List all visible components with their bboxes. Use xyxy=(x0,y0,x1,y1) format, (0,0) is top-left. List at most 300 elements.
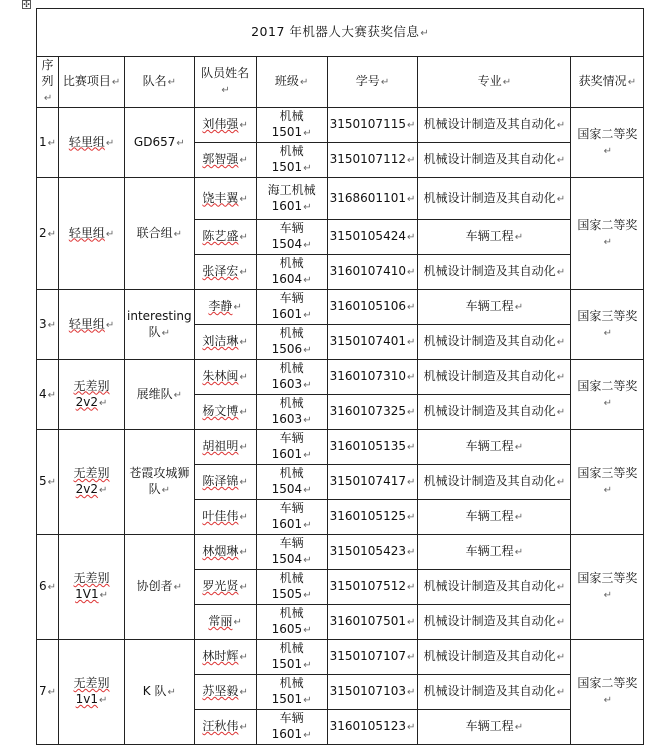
cell-end-marker: ↵ xyxy=(239,407,248,418)
cell-end-marker: ↵ xyxy=(556,477,566,488)
cell-class-text: 车辆 1504 xyxy=(271,221,304,251)
cell-award[interactable] xyxy=(571,640,644,745)
cell-member-name-text: 陈泽锦 xyxy=(202,474,239,488)
cell-member-name[interactable] xyxy=(194,430,256,465)
cell-team-text: 苍霞攻城狮队 xyxy=(129,466,190,496)
cell-team[interactable] xyxy=(125,430,195,535)
cell-class[interactable] xyxy=(256,255,327,290)
cell-member-name[interactable] xyxy=(194,395,256,430)
cell-end-marker: ↵ xyxy=(556,155,566,166)
cell-end-marker: ↵ xyxy=(406,442,416,453)
table-row xyxy=(37,430,644,465)
cell-major-text: 机械设计制造及其自动化 xyxy=(423,404,556,418)
cell-major[interactable] xyxy=(418,108,571,143)
cell-class-text: 车辆 1601 xyxy=(271,431,304,461)
cell-class[interactable] xyxy=(256,325,327,360)
cell-end-marker: ↵ xyxy=(514,232,524,243)
cell-class-text: 机械 1501 xyxy=(271,109,304,139)
cell-end-marker: ↵ xyxy=(233,617,242,628)
cell-member-name[interactable] xyxy=(194,143,256,178)
cell-seq-text: 6 xyxy=(39,579,47,593)
cell-class[interactable] xyxy=(256,500,327,535)
cell-team[interactable] xyxy=(125,178,195,290)
cell-end-marker: ↵ xyxy=(406,267,416,278)
cell-class-text: 机械 1506 xyxy=(271,326,304,356)
cell-class-text: 机械 1501 xyxy=(271,676,304,706)
cell-member-name[interactable] xyxy=(194,675,256,710)
cell-major[interactable] xyxy=(418,675,571,710)
cell-end-marker: ↵ xyxy=(47,319,57,331)
cell-class[interactable] xyxy=(256,570,327,605)
cell-end-marker: ↵ xyxy=(556,407,566,418)
cell-team[interactable] xyxy=(125,535,195,640)
cell-seq[interactable] xyxy=(37,640,59,745)
cell-end-marker: ↵ xyxy=(406,155,416,166)
cell-major-text: 车辆工程 xyxy=(465,229,514,243)
cell-class-text: 机械 1501 xyxy=(271,144,304,174)
cell-end-marker: ↵ xyxy=(303,163,312,174)
cell-student-id-text: 3150107115 xyxy=(329,117,406,131)
cell-end-marker: ↵ xyxy=(239,120,248,131)
cell-major[interactable] xyxy=(418,465,571,500)
cell-major-text: 车辆工程 xyxy=(465,509,514,523)
cell-student-id[interactable] xyxy=(327,675,418,710)
cell-student-id-text: 3150107401 xyxy=(329,334,406,348)
cell-end-marker: ↵ xyxy=(556,337,566,348)
cell-major[interactable] xyxy=(418,255,571,290)
cell-award[interactable] xyxy=(571,360,644,430)
cell-major-text: 机械设计制造及其自动化 xyxy=(423,264,556,278)
cell-student-id[interactable] xyxy=(327,535,418,570)
cell-end-marker: ↵ xyxy=(239,267,248,278)
cell-class-text: 车辆 1601 xyxy=(271,501,304,531)
cell-student-id[interactable] xyxy=(327,220,418,255)
cell-end-marker: ↵ xyxy=(47,137,57,149)
cell-class-text: 机械 1603 xyxy=(271,396,304,426)
table-row xyxy=(37,640,644,675)
cell-end-marker: ↵ xyxy=(603,145,613,157)
cell-major-text: 机械设计制造及其自动化 xyxy=(423,190,556,205)
cell-end-marker: ↵ xyxy=(233,302,242,313)
cell-member-name[interactable] xyxy=(194,535,256,570)
cell-member-name[interactable] xyxy=(194,605,256,640)
cell-student-id[interactable] xyxy=(327,325,418,360)
cell-end-marker: ↵ xyxy=(556,687,566,698)
cell-student-id-text: 3160107501 xyxy=(329,614,406,628)
header-class[interactable]: 班级↵ xyxy=(256,57,327,108)
cell-student-id-text: 3160105106 xyxy=(329,299,406,313)
cell-seq[interactable] xyxy=(37,360,59,430)
cell-end-marker: ↵ xyxy=(161,327,171,339)
cell-end-marker: ↵ xyxy=(239,547,248,558)
cell-end-marker: ↵ xyxy=(99,695,108,706)
header-member[interactable]: 队员姓名↵ xyxy=(194,57,256,108)
cell-end-marker: ↵ xyxy=(303,625,312,636)
cell-end-marker: ↵ xyxy=(105,228,115,240)
cell-member-name[interactable] xyxy=(194,640,256,675)
cell-end-marker: ↵ xyxy=(303,660,312,671)
cell-major-text: 机械设计制造及其自动化 xyxy=(423,579,556,593)
cell-major[interactable] xyxy=(418,290,571,325)
cell-end-marker: ↵ xyxy=(47,477,57,488)
header-row xyxy=(37,57,644,108)
cell-end-marker: ↵ xyxy=(239,442,248,453)
cell-event-text: 无差别 1V1 xyxy=(73,571,110,601)
cell-seq[interactable] xyxy=(37,108,59,178)
cell-member-name-text: 饶丰翼 xyxy=(202,190,239,205)
cell-major[interactable] xyxy=(418,640,571,675)
cell-event[interactable] xyxy=(59,290,125,360)
cell-member-name[interactable] xyxy=(194,570,256,605)
cell-end-marker: ↵ xyxy=(556,582,566,593)
cell-class-text: 海工机械 1601 xyxy=(267,182,316,213)
header-team[interactable]: 队名↵ xyxy=(125,57,195,108)
cell-end-marker: ↵ xyxy=(406,652,416,663)
awards-table xyxy=(36,8,644,745)
cell-student-id-text: 3168601101 xyxy=(329,190,406,205)
cell-award[interactable] xyxy=(571,430,644,535)
cell-end-marker: ↵ xyxy=(161,485,171,496)
cell-seq[interactable] xyxy=(37,430,59,535)
cell-end-marker: ↵ xyxy=(239,512,248,523)
cell-end-marker: ↵ xyxy=(406,337,416,348)
cell-award-text: 国家二等奖 xyxy=(577,676,638,690)
cell-event-text: 轻里组 xyxy=(68,225,105,240)
cell-end-marker: ↵ xyxy=(603,236,613,248)
cell-end-marker: ↵ xyxy=(303,201,312,213)
cell-end-marker: ↵ xyxy=(173,228,183,240)
header-major[interactable]: 专业↵ xyxy=(418,57,571,108)
cell-seq-text: 3 xyxy=(39,316,47,331)
cell-class[interactable] xyxy=(256,360,327,395)
cell-end-marker: ↵ xyxy=(239,337,248,348)
cell-end-marker: ↵ xyxy=(603,590,613,601)
cell-class-text: 机械 1605 xyxy=(271,606,304,636)
cell-major-text: 机械设计制造及其自动化 xyxy=(423,334,556,348)
cell-award[interactable] xyxy=(571,178,644,290)
cell-class[interactable] xyxy=(256,535,327,570)
cell-team[interactable] xyxy=(125,360,195,430)
table-move-handle[interactable]: ✣ xyxy=(23,0,30,9)
cell-student-id[interactable] xyxy=(327,605,418,640)
cell-end-marker: ↵ xyxy=(556,193,566,205)
cell-end-marker: ↵ xyxy=(239,582,248,593)
cell-end-marker: ↵ xyxy=(514,442,524,453)
cell-class[interactable] xyxy=(256,465,327,500)
cell-end-marker: ↵ xyxy=(603,695,613,706)
cell-event[interactable] xyxy=(59,360,125,430)
cell-member-name[interactable] xyxy=(194,220,256,255)
cell-class-text: 机械 1505 xyxy=(271,571,304,601)
cell-student-id-text: 3150105424 xyxy=(329,229,406,243)
cell-class[interactable] xyxy=(256,220,327,255)
cell-major[interactable] xyxy=(418,325,571,360)
cell-end-marker: ↵ xyxy=(47,687,57,698)
cell-seq-text: 5 xyxy=(39,474,47,488)
cell-event-text: 无差别 1v1 xyxy=(73,676,110,706)
cell-major[interactable] xyxy=(418,500,571,535)
cell-member-name[interactable] xyxy=(194,325,256,360)
cell-end-marker: ↵ xyxy=(303,590,312,601)
cell-end-marker: ↵ xyxy=(406,687,416,698)
cell-end-marker: ↵ xyxy=(176,137,185,149)
cell-end-marker: ↵ xyxy=(603,397,613,409)
cell-student-id[interactable] xyxy=(327,430,418,465)
cell-team-text: GD657 xyxy=(133,134,176,149)
cell-end-marker: ↵ xyxy=(99,590,108,601)
cell-member-name[interactable] xyxy=(194,465,256,500)
cell-award[interactable] xyxy=(571,108,644,178)
cell-member-name[interactable] xyxy=(194,255,256,290)
cell-student-id[interactable] xyxy=(327,395,418,430)
table-row xyxy=(37,535,644,570)
cell-student-id[interactable] xyxy=(327,290,418,325)
cell-class-text: 机械 1603 xyxy=(271,361,304,391)
cell-student-id[interactable] xyxy=(327,108,418,143)
cell-end-marker: ↵ xyxy=(303,730,312,741)
cell-seq[interactable] xyxy=(37,290,59,360)
cell-award-text: 国家三等奖 xyxy=(577,466,638,480)
cell-member-name-text: 李静 xyxy=(208,299,233,313)
cell-student-id-text: 3160107325 xyxy=(329,404,406,418)
cell-major[interactable] xyxy=(418,360,571,395)
cell-student-id-text: 3150107112 xyxy=(329,152,406,166)
cell-end-marker: ↵ xyxy=(239,372,248,383)
cell-end-marker: ↵ xyxy=(105,319,115,331)
cell-student-id[interactable] xyxy=(327,360,418,395)
cell-student-id[interactable] xyxy=(327,465,418,500)
cell-member-name-text: 罗光贤 xyxy=(202,579,239,593)
cell-award-text: 国家二等奖 xyxy=(577,378,638,393)
cell-end-marker: ↵ xyxy=(303,415,312,426)
cell-end-marker: ↵ xyxy=(514,302,524,313)
cell-member-name-text: 刘洁琳 xyxy=(202,334,239,348)
cell-major-text: 车辆工程 xyxy=(465,719,514,733)
cell-member-name[interactable] xyxy=(194,178,256,220)
cell-end-marker: ↵ xyxy=(239,155,248,166)
cell-major-text: 机械设计制造及其自动化 xyxy=(423,684,556,698)
cell-student-id[interactable] xyxy=(327,500,418,535)
cell-event-text: 轻里组 xyxy=(68,134,105,149)
cell-seq-text: 2 xyxy=(39,225,47,240)
cell-major[interactable] xyxy=(418,605,571,640)
cell-major-text: 机械设计制造及其自动化 xyxy=(423,614,556,628)
cell-end-marker: ↵ xyxy=(303,520,312,531)
cell-end-marker: ↵ xyxy=(406,512,416,523)
cell-end-marker: ↵ xyxy=(556,267,566,278)
cell-member-name[interactable] xyxy=(194,108,256,143)
cell-major-text: 车辆工程 xyxy=(465,439,514,453)
cell-seq[interactable] xyxy=(37,535,59,640)
cell-member-name[interactable] xyxy=(194,710,256,745)
cell-major[interactable] xyxy=(418,220,571,255)
cell-end-marker: ↵ xyxy=(239,193,248,205)
cell-student-id[interactable] xyxy=(327,143,418,178)
cell-member-name-text: 常丽 xyxy=(208,614,233,628)
cell-team-text: 展维队 xyxy=(136,386,173,401)
cell-major[interactable] xyxy=(418,143,571,178)
cell-major[interactable] xyxy=(418,395,571,430)
cell-event-text: 无差别 2v2 xyxy=(73,378,110,409)
cell-class[interactable] xyxy=(256,710,327,745)
cell-end-marker: ↵ xyxy=(303,275,312,286)
table-row xyxy=(37,108,644,143)
cell-class-text: 车辆 1601 xyxy=(271,711,304,741)
cell-end-marker: ↵ xyxy=(514,722,524,733)
cell-end-marker: ↵ xyxy=(47,228,57,240)
header-student-id[interactable]: 学号↵ xyxy=(327,57,418,108)
cell-student-id-text: 3160107310 xyxy=(329,369,406,383)
cell-major[interactable] xyxy=(418,535,571,570)
cell-end-marker: ↵ xyxy=(47,582,57,593)
cell-end-marker: ↵ xyxy=(406,617,416,628)
table-title-text: 2017 年机器人大赛获奖信息 xyxy=(251,23,420,39)
header-award[interactable]: 获奖情况↵ xyxy=(571,57,644,108)
cell-event-text: 轻里组 xyxy=(68,316,105,331)
cell-seq-text: 7 xyxy=(39,684,47,698)
cell-class[interactable] xyxy=(256,178,327,220)
cell-end-marker: ↵ xyxy=(303,695,312,706)
cell-student-id[interactable] xyxy=(327,255,418,290)
cell-major[interactable] xyxy=(418,178,571,220)
cell-end-marker: ↵ xyxy=(239,722,248,733)
cell-end-marker: ↵ xyxy=(303,485,312,496)
cell-class[interactable] xyxy=(256,108,327,143)
cell-end-marker: ↵ xyxy=(603,327,613,339)
cell-award[interactable] xyxy=(571,290,644,360)
cell-end-marker: ↵ xyxy=(167,687,176,698)
cell-end-marker: ↵ xyxy=(406,232,416,243)
cell-end-marker: ↵ xyxy=(105,137,115,149)
cell-end-marker: ↵ xyxy=(173,582,183,593)
table-row xyxy=(37,360,644,395)
cell-major-text: 机械设计制造及其自动化 xyxy=(423,152,556,166)
cell-major-text: 车辆工程 xyxy=(465,544,514,558)
cell-member-name[interactable] xyxy=(194,360,256,395)
cell-seq-text: 1 xyxy=(39,134,47,149)
cell-student-id-text: 3160105123 xyxy=(329,719,406,733)
cell-major-text: 机械设计制造及其自动化 xyxy=(423,649,556,663)
cell-team-text: interesting 队 xyxy=(127,308,192,339)
cell-team[interactable] xyxy=(125,640,195,745)
cell-member-name-text: 汪秋伟 xyxy=(202,719,239,733)
cell-end-marker: ↵ xyxy=(303,555,312,566)
cell-student-id[interactable] xyxy=(327,640,418,675)
cell-student-id-text: 3150105423 xyxy=(329,544,406,558)
cell-award-text: 国家二等奖 xyxy=(577,217,638,232)
cell-class[interactable] xyxy=(256,605,327,640)
cell-event[interactable] xyxy=(59,430,125,535)
cell-member-name-text: 苏坚毅 xyxy=(202,684,239,698)
cell-award-text: 国家三等奖 xyxy=(577,308,638,323)
cell-end-marker: ↵ xyxy=(303,240,312,251)
cell-end-marker: ↵ xyxy=(303,128,312,139)
header-event[interactable]: 比赛项目↵ xyxy=(59,57,125,108)
cell-member-name-text: 林烟琳 xyxy=(202,544,239,558)
cell-end-marker: ↵ xyxy=(406,547,416,558)
cell-class[interactable] xyxy=(256,430,327,465)
cell-member-name-text: 刘伟强 xyxy=(202,117,239,131)
cell-student-id-text: 3150107417 xyxy=(329,474,406,488)
cell-major[interactable] xyxy=(418,430,571,465)
cell-class[interactable] xyxy=(256,143,327,178)
cell-class[interactable] xyxy=(256,290,327,325)
header-seq[interactable]: 序列↵ xyxy=(37,57,59,108)
cell-class-text: 机械 1604 xyxy=(271,256,304,286)
cell-major-text: 车辆工程 xyxy=(465,299,514,313)
cell-member-name-text: 胡祖明 xyxy=(202,439,239,453)
cell-team-text: 协创者 xyxy=(136,579,173,593)
cell-end-marker: ↵ xyxy=(603,485,613,496)
cell-student-id[interactable] xyxy=(327,178,418,220)
cell-end-marker: ↵ xyxy=(406,302,416,313)
cell-end-marker: ↵ xyxy=(303,380,312,391)
cell-end-marker: ↵ xyxy=(303,345,312,356)
cell-student-id[interactable] xyxy=(327,570,418,605)
cell-event[interactable] xyxy=(59,535,125,640)
cell-member-name-text: 郭智强 xyxy=(202,152,239,166)
cell-student-id-text: 3150107107 xyxy=(329,649,406,663)
cell-seq[interactable] xyxy=(37,178,59,290)
cell-major[interactable] xyxy=(418,710,571,745)
table-title[interactable] xyxy=(37,9,644,57)
cell-team-text: K 队 xyxy=(142,684,167,698)
cell-class[interactable] xyxy=(256,675,327,710)
cell-member-name-text: 朱林闽 xyxy=(202,369,239,383)
cell-end-marker: ↵ xyxy=(406,582,416,593)
cell-end-marker: ↵ xyxy=(406,120,416,131)
cell-award[interactable] xyxy=(571,535,644,640)
cell-event[interactable] xyxy=(59,640,125,745)
cell-class-text: 机械 1504 xyxy=(271,466,304,496)
cell-major-text: 机械设计制造及其自动化 xyxy=(423,474,556,488)
cell-end-marker: ↵ xyxy=(556,652,566,663)
cell-end-marker: ↵ xyxy=(556,120,566,131)
cell-class[interactable] xyxy=(256,640,327,675)
cell-event-text: 无差别 2v2 xyxy=(73,466,110,496)
cell-team[interactable] xyxy=(125,108,195,178)
cell-member-name[interactable] xyxy=(194,500,256,535)
cell-student-id-text: 3160107410 xyxy=(329,264,406,278)
cell-member-name[interactable] xyxy=(194,290,256,325)
cell-end-marker: ↵ xyxy=(303,310,312,321)
cell-member-name-text: 杨文博 xyxy=(202,404,239,418)
cell-end-marker: ↵ xyxy=(173,389,183,401)
cell-team-text: 联合组 xyxy=(136,225,173,240)
cell-member-name-text: 林时辉 xyxy=(202,649,239,663)
cell-member-name-text: 张泽宏 xyxy=(202,264,239,278)
cell-end-marker: ↵ xyxy=(303,450,312,461)
cell-seq-text: 4 xyxy=(39,386,47,401)
cell-team[interactable] xyxy=(125,290,195,360)
cell-student-id[interactable] xyxy=(327,710,418,745)
cell-major-text: 机械设计制造及其自动化 xyxy=(423,369,556,383)
cell-end-marker: ↵ xyxy=(47,389,57,401)
cell-event[interactable] xyxy=(59,178,125,290)
cell-end-marker: ↵ xyxy=(406,372,416,383)
cell-end-marker: ↵ xyxy=(99,485,108,496)
table-row xyxy=(37,178,644,220)
cell-major[interactable] xyxy=(418,570,571,605)
cell-end-marker: ↵ xyxy=(239,687,248,698)
cell-end-marker: ↵ xyxy=(239,477,248,488)
cell-event[interactable] xyxy=(59,108,125,178)
cell-member-name-text: 陈艺盛 xyxy=(202,229,239,243)
cell-class[interactable] xyxy=(256,395,327,430)
cell-class-text: 车辆 1504 xyxy=(271,536,304,566)
cell-class-text: 机械 1501 xyxy=(271,641,304,671)
cell-end-marker: ↵ xyxy=(239,652,248,663)
